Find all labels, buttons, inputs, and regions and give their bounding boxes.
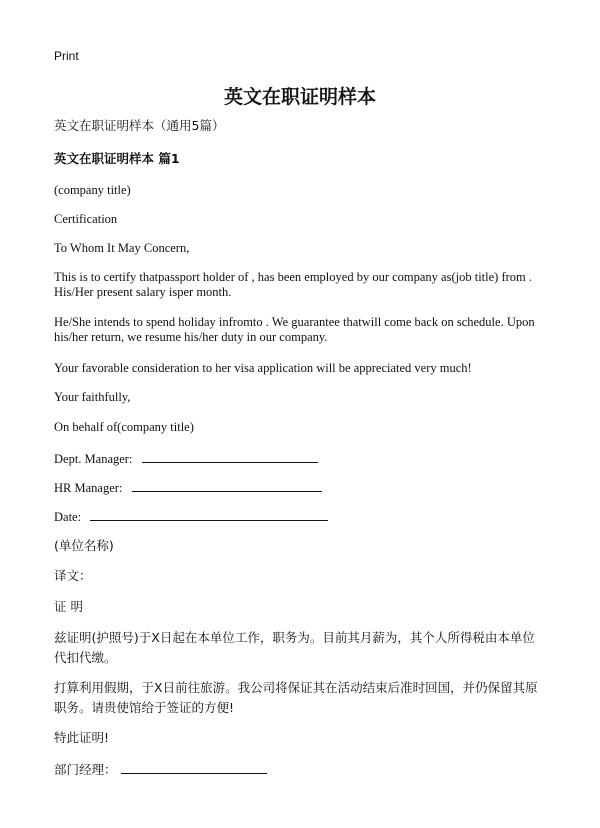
cn-paragraph-1: 兹证明(护照号)于X日起在本单位工作，职务为。目前其月薪为，其个人所得税由本单位代扣代缴。 <box>54 630 535 665</box>
paragraph-2: He/She intends to spend holiday infromto . We guarantee thatwill come back on schedule. Upon his/her return, we resume his/her duty in our company. <box>54 315 535 344</box>
salutation: To Whom It May Concern, <box>54 241 190 255</box>
paragraph-1: This is to certify thatpassport holder of , has been employed by our company as(job title) from . His/Her present salary isper month. <box>54 270 533 299</box>
company-title: (company title) <box>54 183 131 197</box>
cn-company-name: (单位名称) <box>54 538 114 553</box>
cn-paragraph-2: 打算利用假期，于X日前往旅游。我公司将保证其在活动结束后准时回国，并仍保留其原职务。请贵使馆给于签证的方便! <box>54 680 538 715</box>
date-label: Date: <box>54 510 82 524</box>
hr-manager-row <box>54 479 322 496</box>
cn-dept-manager-row <box>54 760 267 780</box>
on-behalf: On behalf of(company title) <box>54 420 194 434</box>
cn-special-proof: 特此证明! <box>54 730 110 745</box>
print-label[interactable]: Print <box>54 49 79 63</box>
paragraph-3: Your favorable consideration to her visa application will be appreciated very much! <box>54 361 472 375</box>
cn-translation-label: 译文： <box>54 568 92 583</box>
date-line <box>90 508 328 521</box>
subtitle: 英文在职证明样本（通用5篇） <box>54 118 225 133</box>
dept-manager-signature-line <box>142 450 318 463</box>
dept-manager-label: Dept. Manager: <box>54 452 133 466</box>
cn-dept-manager-line <box>121 761 267 774</box>
hr-manager-signature-line <box>132 479 322 492</box>
closing: Your faithfully, <box>54 390 131 404</box>
date-row <box>54 508 328 525</box>
section-heading: 英文在职证明样本 篇1 <box>54 151 180 166</box>
cn-certificate-heading: 证 明 <box>54 599 83 614</box>
page-title: 英文在职证明样本 <box>223 86 376 108</box>
certification-label: Certification <box>54 212 118 226</box>
cn-dept-manager-label: 部门经理： <box>54 762 117 777</box>
hr-manager-label: HR Manager: <box>54 481 123 495</box>
dept-manager-row <box>54 450 318 467</box>
